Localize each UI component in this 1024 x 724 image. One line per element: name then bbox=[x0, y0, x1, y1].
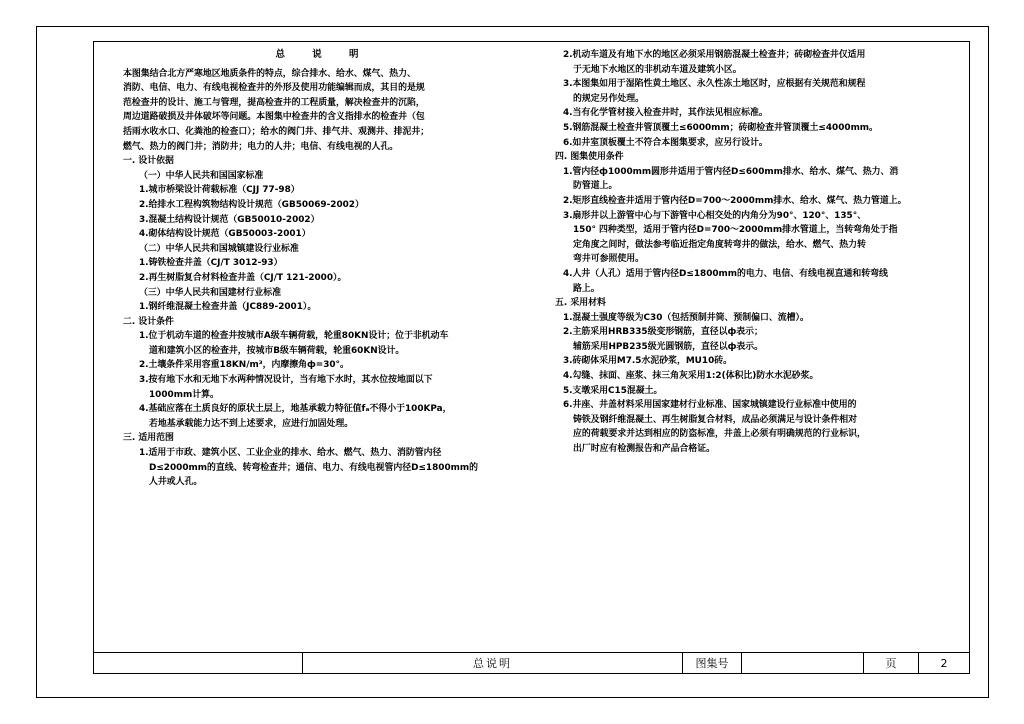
text-line: 2.机动车道及有地下水的地区必须采用钢筋混凝土检查井；砖砌检查井仅适用 bbox=[563, 50, 866, 60]
text-line: 人井或人孔。 bbox=[149, 477, 203, 488]
text-line: D≤2000mm的直线、转弯检查井；通信、电力、有线电视管内径D≤1800mm的 bbox=[149, 462, 478, 473]
text-line: 5.钢筋混凝土检查井管顶覆土≤6000mm；砖砌检查井管顶覆土≤4000mm。 bbox=[563, 122, 878, 133]
text-line: 4.砌体结构设计规范（GB50003-2001） bbox=[139, 229, 311, 240]
title-block bbox=[94, 652, 969, 674]
text-line: 2.矩形直线检查井适用于管内径D=700～2000mm排水、给水、煤气、热力管道上。 bbox=[563, 195, 907, 206]
text-line: 4.基础应落在土质良好的原状土层上，地基承载力特征值fₐ不得小于100KPa， bbox=[139, 404, 452, 415]
text-line: 定角度之间时，做法参考临近指定角度转弯井的做法，给水、燃气、热力转 bbox=[573, 239, 866, 250]
text-line: 2.土壤条件采用容重18KN/m³，内摩擦角ф=30°。 bbox=[139, 360, 349, 371]
text-line: （三）中华人民共和国建材行业标准 bbox=[139, 287, 281, 298]
text-line: 4.人井（人孔）适用于管内径D≤1800mm的电力、电信、有线电视直通和转弯线 bbox=[563, 268, 888, 279]
text-line: 出厂时应有检测报告和产品合格证。 bbox=[573, 444, 715, 455]
text-line: 1.城市桥梁设计荷载标准（CJJ 77-98） bbox=[139, 185, 300, 196]
text-line: 辅筋采用HPB235级光圆钢筋，直径以ф表示。 bbox=[573, 341, 764, 352]
title-block-blank bbox=[94, 653, 302, 674]
text-line: 周边道路破损及井体破坏等问题。本图集中检查井的含义指排水的检查井（包 bbox=[123, 112, 425, 123]
text-line: 路上。 bbox=[573, 283, 600, 294]
text-line: 1.铸铁检查井盖（CJ/T 3012-93） bbox=[139, 258, 283, 269]
text-line: 2.再生树脂复合材料检查井盖（CJ/T 121-2000）。 bbox=[139, 272, 347, 283]
text-line: 三. 适用范围 bbox=[123, 433, 174, 444]
text-line: 防管道上。 bbox=[573, 181, 618, 192]
text-line: 5.支墩采用C15混凝土。 bbox=[563, 385, 663, 396]
page-number: 2 bbox=[918, 653, 969, 674]
text-line: 6.井座、井盖材料采用国家建材行业标准、国家城镇建设行业标准中使用的 bbox=[563, 400, 857, 411]
text-line: 于无地下水地区的非机动车道及建筑小区。 bbox=[573, 64, 742, 75]
text-line: 3.砖砌体采用M7.5水泥砂浆，MU10砖。 bbox=[563, 356, 732, 367]
text-line: 1.混凝土强度等级为C30（包括预制井筒、预制偏口、流槽）。 bbox=[563, 312, 809, 323]
text-line: 4.当有化学管材接入检查井时，其作法见相应标准。 bbox=[563, 108, 768, 119]
text-line: 2.主筋采用HRB335级变形钢筋，直径以ф表示； bbox=[563, 327, 763, 338]
atlas-label: 图集号 bbox=[682, 653, 741, 674]
text-line: 应的荷载要求并达到相应的防盗标准，井盖上必须有明确规范的行业标识， bbox=[573, 429, 866, 440]
text-line: 3.扇形井以上游管中心与下游管中心相交处的内角分为90°、120°、135°、 bbox=[563, 210, 867, 221]
text-line: 四. 图集使用条件 bbox=[555, 152, 624, 163]
atlas-value bbox=[741, 653, 863, 674]
text-line: 燃气、热力的阀门井；消防井；电力的人井；电信、有线电视的人孔。 bbox=[123, 141, 399, 152]
right-column bbox=[555, 48, 950, 457]
text-line: 一. 设计依据 bbox=[123, 156, 174, 167]
text-line: （一）中华人民共和国国家标准 bbox=[139, 170, 264, 181]
left-lines bbox=[123, 67, 523, 490]
left-column bbox=[123, 48, 523, 490]
text-line: 二. 设计条件 bbox=[123, 316, 174, 327]
text-line: 弯井可参照使用。 bbox=[573, 254, 644, 265]
text-line: 本图集结合北方严寒地区地质条件的特点，综合排水、给水、煤气、热力、 bbox=[123, 68, 416, 79]
text-line: 1.适用于市政、建筑小区、工业企业的排水、给水、燃气、热力、消防管内径 bbox=[139, 448, 442, 459]
text-line: 150° 四种类型，适用于管内径D=700～2000mm排水管道上，当转弯角处于指 bbox=[573, 225, 898, 236]
text-line: 3.按有地下水和无地下水两种情况设计，当有地下水时，其水位按地面以下 bbox=[139, 375, 433, 386]
page-label: 页 bbox=[863, 653, 918, 674]
drawing-name: 总说明 bbox=[302, 653, 682, 674]
text-line: 五. 采用材料 bbox=[555, 298, 606, 309]
text-line: 1000mm计算。 bbox=[149, 389, 219, 400]
text-line: 范检查井的设计、施工与管理，提高检查井的工程质量，解决检查井的沉陷， bbox=[123, 97, 425, 108]
text-line: 2.给排水工程构筑物结构设计规范（GB50069-2002） bbox=[139, 199, 364, 210]
text-line: 括雨水收水口、化粪池的检查口）；给水的阀门井、排气井、观测井、排泥井； bbox=[123, 126, 430, 137]
text-line: 若地基承载能力达不到上述要求，应进行加固处理。 bbox=[149, 418, 354, 429]
text-line: 1.位于机动车道的检查井按城市A级车辆荷载，轮重80KN设计；位于非机动车 bbox=[139, 331, 449, 342]
text-line: 铸铁及钢纤维混凝土、再生树脂复合材料，成品必须满足与设计条件相对 bbox=[573, 414, 857, 425]
text-line: （二）中华人民共和国城镇建设行业标准 bbox=[139, 243, 299, 254]
right-lines bbox=[555, 48, 950, 457]
text-line: 3.混凝土结构设计规范（GB50010-2002） bbox=[139, 214, 320, 225]
text-line: 道和建筑小区的检查井，按城市B级车辆荷载，轮重60KN设计。 bbox=[149, 345, 405, 356]
text-line: 4.勾缝、抹面、座浆、抹三角灰采用1:2(体积比)防水水泥砂浆。 bbox=[563, 371, 819, 382]
text-line: 1.管内径ф1000mm圆形井适用于管内径D≤600mm排水、给水、煤气、热力、消 bbox=[563, 166, 899, 177]
document-title: 总 说 明 bbox=[275, 49, 371, 60]
text-line: 6.如井室顶板覆土不符合本图集要求，应另行设计。 bbox=[563, 137, 768, 148]
text-line: 消防、电信、电力、有线电视检查井的外形及使用功能编辑而成，其目的是规 bbox=[123, 83, 425, 94]
text-line: 3.本图集如用于湿陷性黄土地区、永久性冻土地区时，应根据有关规范和规程 bbox=[563, 79, 866, 90]
text-line: 的规定另作处理。 bbox=[573, 93, 644, 104]
text-line: 1.钢纤维混凝土检查井盖（JC889-2001）。 bbox=[139, 302, 317, 313]
